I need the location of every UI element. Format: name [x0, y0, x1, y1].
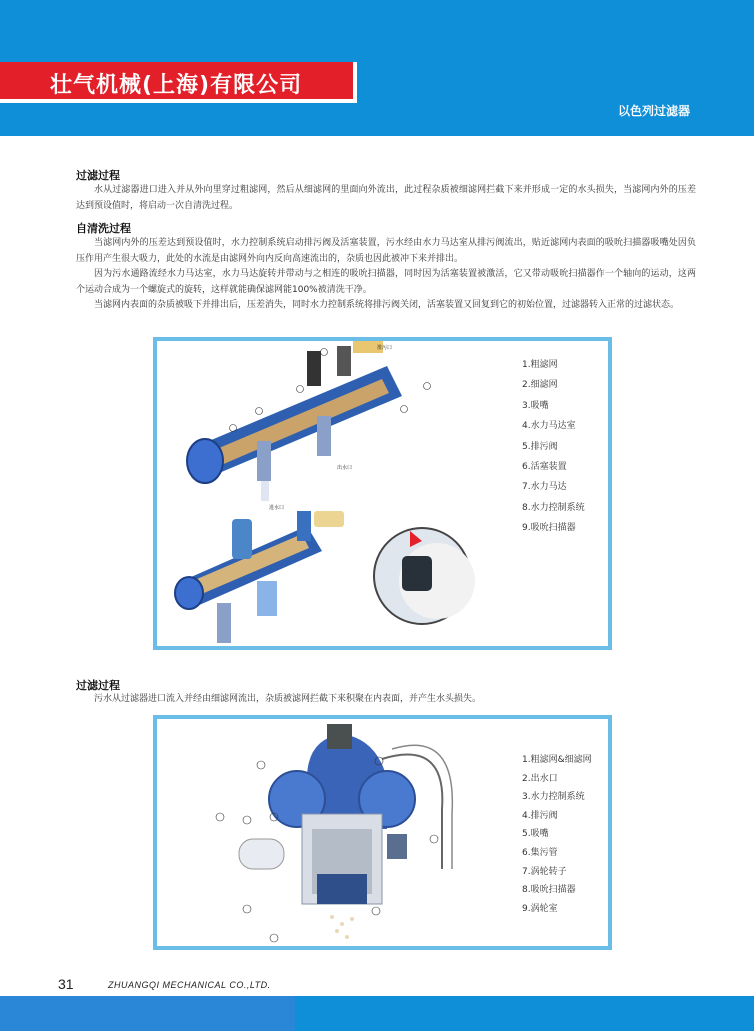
figure-turbine-filter — [153, 715, 612, 950]
legend-item: 2.出水口 — [522, 773, 558, 784]
legend-item: 6.活塞装置 — [522, 462, 567, 473]
footer-band-left — [0, 996, 295, 1031]
section-body-filtration — [76, 183, 696, 214]
page-number: 31 — [58, 976, 74, 992]
legend-item: 8.水力控制系统 — [522, 502, 585, 513]
legend-item: 1.粗滤网 — [522, 360, 558, 370]
outlet-label: 出水口 — [337, 465, 353, 471]
series-title: 以色列过滤器 — [617, 104, 690, 118]
legend-item: 7.水力马达 — [522, 482, 567, 493]
legend-item: 3.水力控制系统 — [522, 792, 585, 803]
legend-item: 4.水力马达室 — [522, 421, 576, 432]
section-body-self-cleaning — [76, 236, 696, 314]
section-heading-self-cleaning: 自清洗过程 — [76, 222, 131, 235]
section-body-filtration-2 — [76, 692, 696, 708]
paragraph: 水从过滤器进口进入并从外向里穿过粗滤网，然后从细滤网的里面向外流出，此过程杂质被细滤网拦截下来并形成一定的水头损失，当滤网内外的压差达到预设值时，将启动一次自清洗过程。 — [76, 185, 696, 211]
drain-label: 排污口 — [377, 345, 393, 351]
section-heading-filtration-2: 过滤过程 — [76, 679, 120, 692]
legend-item: 9.吸吮扫描器 — [522, 523, 576, 534]
figure2-legend — [522, 751, 592, 918]
legend-item: 8.吸吮扫描器 — [522, 885, 576, 896]
section-heading-filtration: 过滤过程 — [76, 169, 120, 182]
paragraph: 污水从过滤器进口流入并经由细滤网流出，杂质被滤网拦截下来积聚在内表面，并产生水头损失。 — [94, 694, 482, 704]
figure-self-cleaning-filter — [153, 337, 612, 650]
vertical-filter-body — [239, 724, 452, 939]
company-title-box — [0, 62, 357, 103]
paragraph: 因为污水通路流经水力马达室，水力马达旋转并带动与之相连的吸吮扫描器，同时因为活塞装置被激活，它又带动吸吮扫描器作一个轴向的运动，这两个运动合成为一个螺旋式的旋转，这样就能确保滤网能100%被清洗干净。 — [76, 269, 696, 295]
legend-item: 5.吸嘴 — [522, 829, 549, 840]
horizontal-filter-cutaway — [187, 341, 402, 501]
legend-item: 7.涡轮转子 — [522, 866, 567, 877]
legend-item: 2.细滤网 — [522, 380, 558, 391]
nozzle-detail-magnifier — [374, 528, 475, 624]
paragraph: 当滤网内外的压差达到预设值时，水力控制系统启动排污阀及活塞装置，污水经由水力马达室从排污阀流出，贴近滤网内表面的吸吮扫描器吸嘴处因负压作用产生很大吸力，此处的水流是由滤网外向内反向高速流出的，杂质也因此被冲下来并排出。 — [76, 238, 696, 264]
legend-item: 4.排污阀 — [522, 810, 558, 821]
legend-item: 5.排污阀 — [522, 441, 558, 452]
legend-item: 9.涡轮室 — [522, 903, 558, 914]
figure1-legend — [522, 355, 585, 539]
legend-item: 3.吸嘴 — [522, 400, 549, 411]
company-title: 壮气机械(上海)有限公司 — [50, 73, 303, 98]
compact-filter-cutaway — [175, 511, 344, 643]
paragraph: 当滤网内表面的杂质被吸下并排出后，压差消失，同时水力控制系统将排污阀关闭，活塞装置又回复到它的初始位置，过滤器转入正常的过滤状态。 — [94, 300, 680, 310]
legend-item: 1.粗滤网&细滤网 — [522, 755, 592, 765]
company-name-english: ZHUANGQI MECHANICAL CO.,LTD. — [108, 980, 271, 990]
inlet-label: 进水口 — [269, 505, 285, 511]
legend-item: 6.集污管 — [522, 847, 558, 858]
